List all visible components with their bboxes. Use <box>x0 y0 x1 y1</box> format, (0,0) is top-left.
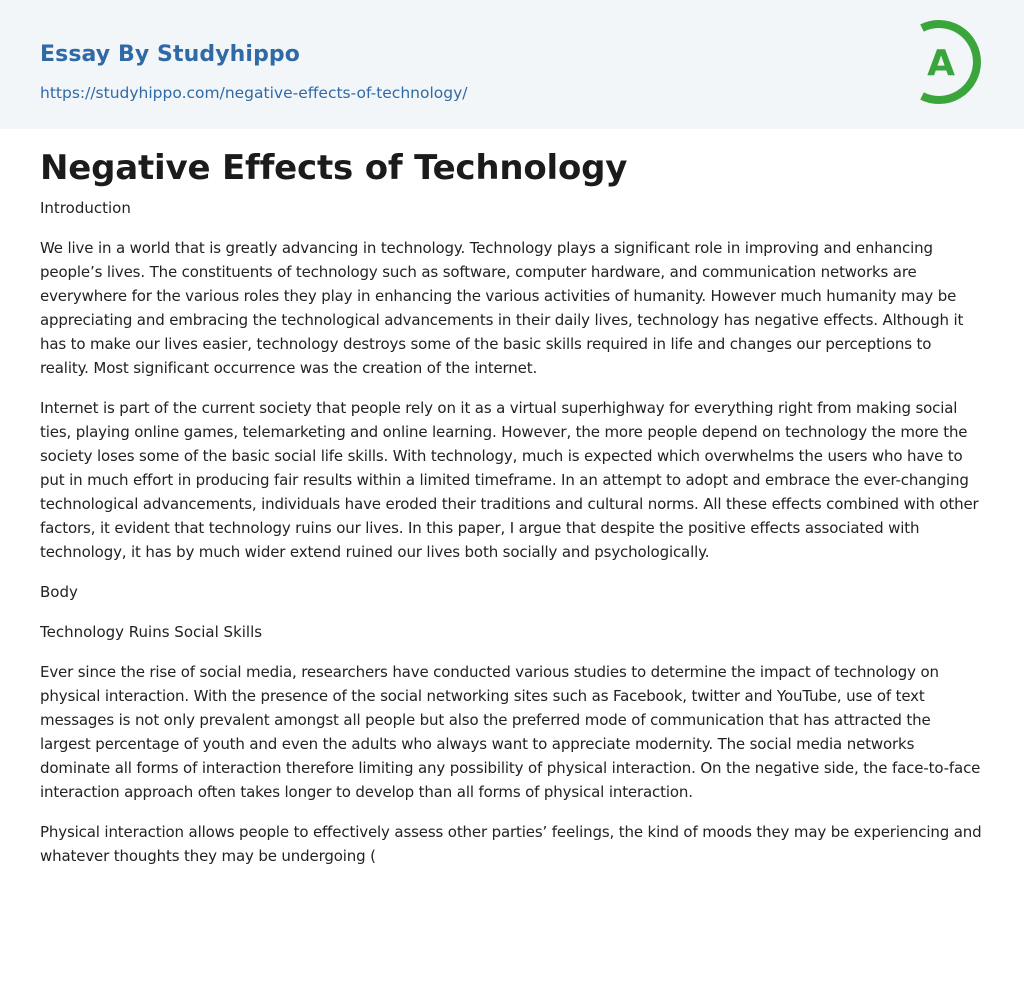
paragraph: Ever since the rise of social media, researchers have conducted various studies to determine the impact of technology on physical interaction. With the presence of the social networking sites such as Facebook, twitter and YouTube, use of text messages is not only prevalent amongst all people but also the preferred mode of communication that has attracted the largest percentage of youth and even the adults who always want to appreciate modernity. The social media networks dominate all forms of interaction therefore limiting any possibility of physical interaction. On the negative side, the face-to-face interaction approach often takes longer to develop than all forms of physical interaction. <box>40 663 981 801</box>
article-body <box>40 196 984 884</box>
source-url-link[interactable]: https://studyhippo.com/negative-effects-of-technology/ <box>40 84 468 102</box>
site-header <box>0 0 1024 129</box>
studyhippo-logo-icon <box>912 19 986 105</box>
paragraph: We live in a world that is greatly advancing in technology. Technology plays a significant role in improving and enhancing people’s lives. The constituents of technology such as software, computer hardware, and communication networks are everywhere for the various roles they play in enhancing the various activities of humanity. However much humanity may be appreciating and embracing the technological advancements in their daily lives, technology has negative effects. Although it has to make our lives easier, technology destroys some of the basic skills required in life and changes our perceptions to reality. Most significant occurrence was the creation of the internet. <box>40 239 964 377</box>
brand-title: Essay By Studyhippo <box>40 42 300 67</box>
paragraph: Internet is part of the current society that people rely on it as a virtual superhighway for everything right from making social ties, playing online games, telemarketing and online learning. However, the more people depend on technology the more the society loses some of the basic social life skills. With technology, much is expected which overwhelms the users who have to put in much effort in producing fair results within a limited timeframe. In an attempt to adopt and embrace the ever-changing technological advancements, individuals have eroded their traditions and cultural norms. All these effects combined with other factors, it evident that technology ruins our lives. In this paper, I argue that despite the positive effects associated with technology, it has by much wider extend ruined our lives both socially and psychologically. <box>40 399 979 561</box>
logo-letter: A <box>927 43 955 84</box>
section-label-introduction: Introduction <box>40 199 131 217</box>
paragraph: Physical interaction allows people to effectively assess other parties’ feelings, the kind of moods they may be experiencing and whatever thoughts they may be undergoing ( <box>40 823 982 865</box>
page-title: Negative Effects of Technology <box>40 148 628 188</box>
subheading-social-skills: Technology Ruins Social Skills <box>40 623 263 641</box>
section-label-body: Body <box>40 583 78 601</box>
